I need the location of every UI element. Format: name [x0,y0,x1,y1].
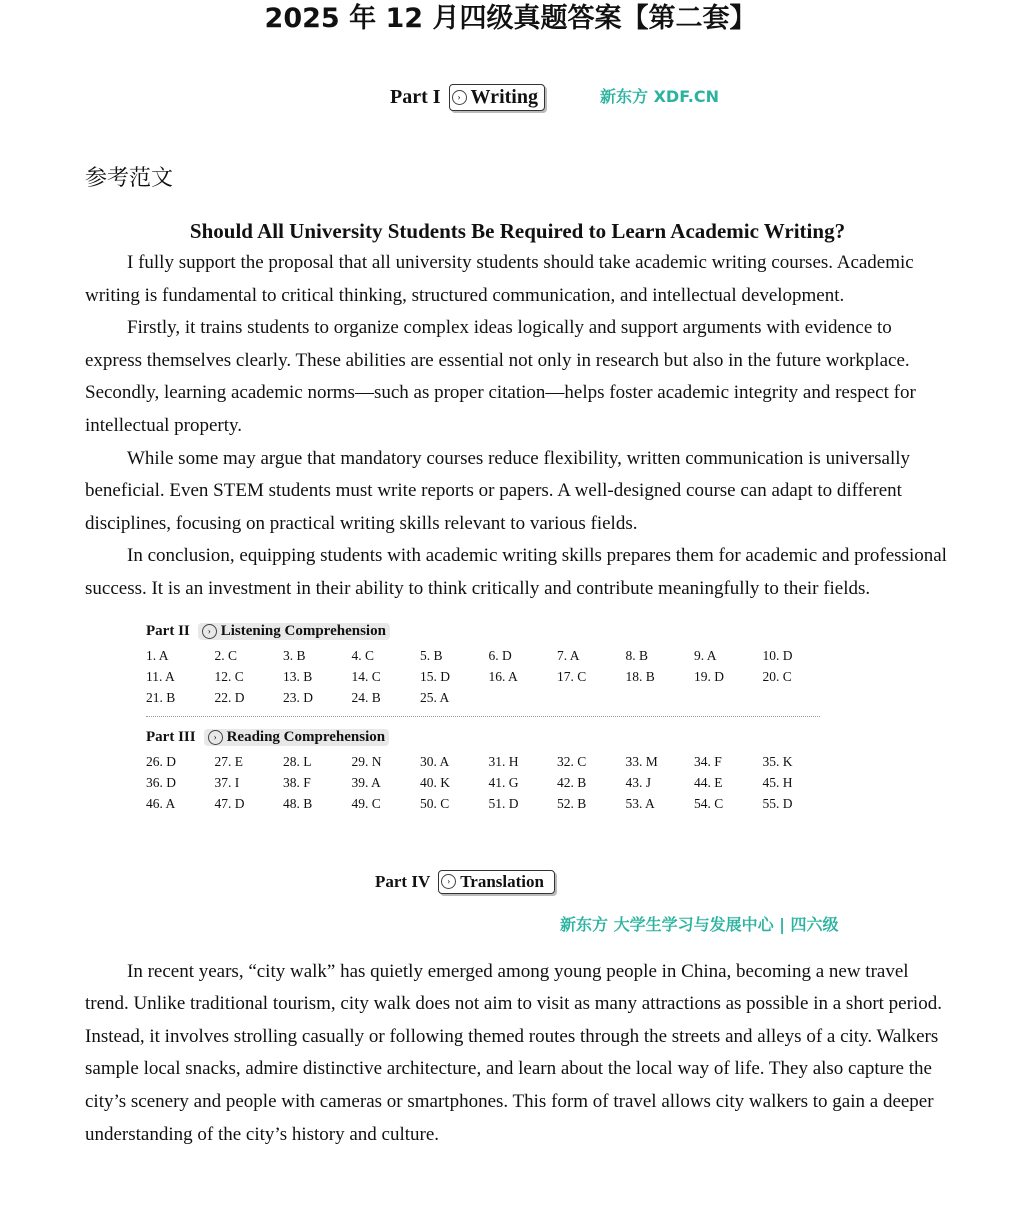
listening-answers [146,645,820,708]
answer-item: 11. A [146,668,175,684]
answer-item: 15. D [420,668,450,684]
section-name: Listening Comprehension [220,623,386,640]
answer-item: 41. G [488,774,519,790]
chevron-right-icon: › [202,624,217,639]
answer-item: 27. E [214,753,243,769]
section-name: Translation [460,871,544,891]
divider [146,716,820,717]
answer-item: 44. E [694,774,723,790]
answer-table [146,621,820,814]
answer-item: 53. A [625,795,655,811]
chevron-right-icon: › [208,730,223,745]
essay-paragraph: While some may argue that mandatory courses reduce flexibility, written communication is universally beneficial. Even STEM students must write reports or papers. A well-designed course can adapt to different disciplines, focusing on practical writing skills relevant to various fields. [85,447,910,534]
answer-item: 16. A [488,668,518,684]
part-label: Part I [390,85,441,108]
answer-item: 3. B [283,647,306,663]
translation-body [85,956,950,1152]
answer-item: 19. D [694,668,724,684]
answer-item: 13. B [283,668,313,684]
answer-item: 10. D [762,647,793,663]
essay-body [85,247,950,606]
answer-item: 17. C [557,668,587,684]
answer-item: 35. K [762,753,793,769]
answer-item: 1. A [146,647,169,663]
answer-item: 12. C [214,668,244,684]
answer-item: 24. B [351,689,381,705]
answer-item: 26. D [146,753,176,769]
answer-item: 34. F [694,753,722,769]
answer-item: 20. C [762,668,792,684]
essay-paragraph: Firstly, it trains students to organize complex ideas logically and support arguments with evidence to express themselves clearly. These abilities are essential not only in research but also in the future workplace. Secondly, learning academic norms—such as proper citation—helps foster academic integrity and respect for intellectual property. [85,317,916,436]
chevron-right-icon: › [452,90,467,105]
answer-item: 50. C [420,795,450,811]
answer-item: 42. B [557,774,587,790]
answer-item: 36. D [146,774,176,790]
answer-item: 14. C [351,668,381,684]
answer-item: 6. D [488,647,512,663]
watermark: 新东方 XDF.CN [600,87,719,106]
answer-item: 32. C [557,753,587,769]
answer-item: 39. A [351,774,381,790]
section-name: Writing [470,85,538,108]
answer-item: 5. B [420,647,443,663]
answer-item: 38. F [283,774,311,790]
answer-item: 21. B [146,689,176,705]
answer-item: 31. H [488,753,519,769]
answer-item: 40. K [420,774,450,790]
answer-item: 4. C [351,647,375,663]
chevron-right-icon: › [441,874,456,889]
answer-item: 30. A [420,753,450,769]
part3-header [146,727,820,749]
watermark: 新东方 大学生学习与发展中心 | 四六级 [560,914,839,934]
answer-item: 49. C [351,795,381,811]
answer-item: 33. M [625,753,658,769]
part-label: Part IV [375,871,431,891]
answer-item: 25. A [420,689,450,705]
answer-item: 8. B [625,647,649,663]
answer-item: 47. D [214,795,245,811]
answer-item: 18. B [625,668,655,684]
reading-answers [146,751,820,814]
answer-item: 7. A [557,647,580,663]
answer-item: 29. N [351,753,382,769]
answer-item: 52. B [557,795,587,811]
answer-item: 9. A [694,647,717,663]
document-content [0,82,1021,1151]
reference-heading: 参考范文 [85,166,174,191]
answer-item: 23. D [283,689,313,705]
answer-item: 51. D [488,795,519,811]
answer-item: 43. J [625,774,652,790]
part4-header [375,867,1021,897]
answer-item: 55. D [762,795,793,811]
essay-title: Should All University Students Be Required to Learn Academic Writing? [189,219,846,243]
section-name: Reading Comprehension [226,729,386,746]
part-label: Part III [146,729,196,746]
essay-paragraph: In conclusion, equipping students with academic writing skills prepares them for academic and professional success. It is an investment in their ability to think critically and contribute meaningfully to their fields. [85,545,947,599]
answer-item: 22. D [214,689,245,705]
page-title: 2025 年 12 月四级真题答案【第二套】 [264,3,757,34]
answer-item: 45. H [762,774,793,790]
answer-item: 54. C [694,795,724,811]
answer-item: 48. B [283,795,313,811]
part2-header [146,621,820,643]
part-label: Part II [146,623,190,640]
answer-item: 46. A [146,795,176,811]
answer-item: 28. L [283,753,312,769]
essay-paragraph: I fully support the proposal that all university students should take academic writing courses. Academic writing is fundamental to critical thinking, structured communication, and intellectual development. [85,252,914,306]
answer-item: 2. C [214,647,238,663]
translation-paragraph: In recent years, “city walk” has quietly emerged among young people in China, becoming a new travel trend. Unlike traditional tourism, city walk does not aim to visit as many attractions as possible in a short period. Instead, it involves strolling casually or following themed routes through the streets and alleys of a city. Walkers sample local snacks, admire distinctive architecture, and learn about the local way of life. They also capture the city’s scenery and people with cameras or smartphones. This form of travel allows city walkers to gain a deeper understanding of the city’s history and culture. [85,960,942,1145]
answer-item: 37. I [214,774,240,790]
